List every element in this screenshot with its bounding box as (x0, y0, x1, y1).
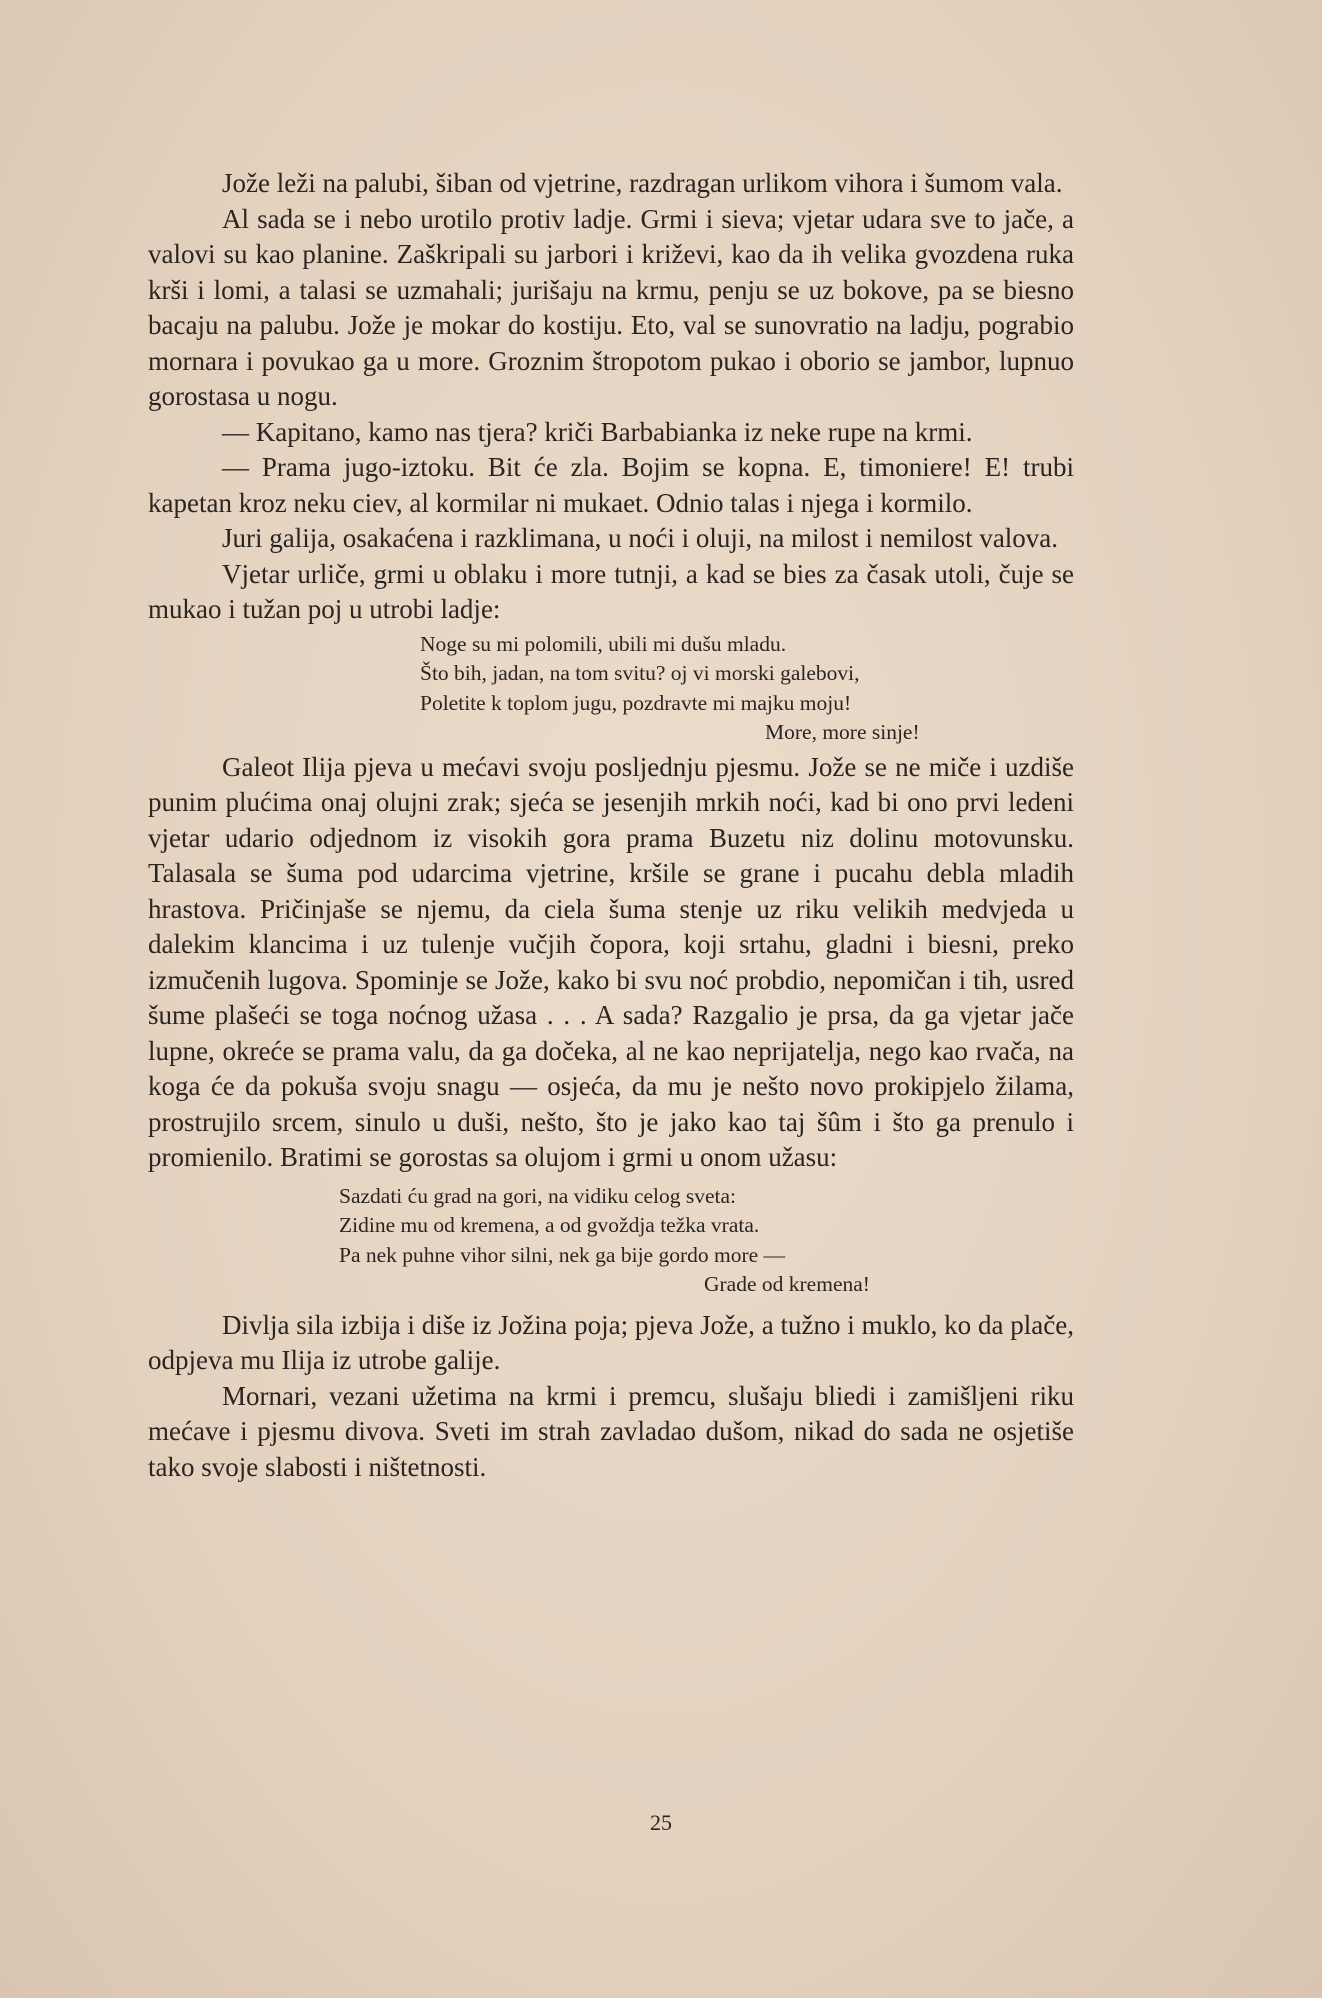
paragraph-1: Jože leži na palubi, šiban od vjetrine, razdragan urlikom vihora i šumom vala. (222, 168, 1063, 198)
verse-line: Što bih, jadan, na tom svitu? oj vi morski galebovi, (420, 661, 860, 685)
paragraph-2: Al sada se i nebo urotilo protiv ladje. Grmi i sieva; vjetar udara sve to jače, a valovi su kao planine. Zaškripali su jarbori i križevi, kao da ih velika gvozdena ruka krši i lomi, a talasi se uzmahali; jurišaju na krmu, penju se uz bokove, pa se biesno bacaju na palubu. Jože je mokar do kostiju. Eto, val se sunovratio na ladju, pograbio mornara i povukao ga u more. Groznim štropotom pukao i oborio se jambor, lupnuo gorostasa u nogu. (148, 203, 1074, 411)
song-joze (148, 1182, 1074, 1300)
paragraph-3: Juri galija, osakaćena i razklimana, u noći i oluji, na milost i nemilost valova. (222, 523, 1059, 553)
page-body (148, 166, 1074, 1485)
paragraph-7: Mornari, vezani užetima na krmi i premcu, slušaju bliedi i zamišljeni riku mećave i pjesmu divova. Sveti im strah zavladao dušom, nikad do sada ne osjetiše tako svoje slabosti i ništetnosti. (148, 1380, 1074, 1482)
page-number: 25 (650, 1810, 672, 1835)
paragraph-4: Vjetar urliče, grmi u oblaku i more tutnji, a kad se bies za časak utoli, čuje se mukao i tužan poj u utrobi ladje: (148, 558, 1074, 624)
verse-refrain: Grade od kremena! (704, 1272, 870, 1296)
paragraph-6: Divlja sila izbija i diše iz Jožina poja; pjeva Jože, a tužno i muklo, ko da plače, odpjeva mu Ilija iz utrobe galije. (148, 1309, 1074, 1375)
paragraph-5: Galeot Ilija pjeva u mećavi svoju posljednju pjesmu. Jože se ne miče i uzdiše punim plućima onaj olujni zrak; sjeća se jesenjih mrkih noći, kad bi ono prvi ledeni vjetar udario odjednom iz visokih gora prama Buzetu niz dolinu motovunsku. Talasala se šuma pod udarcima vjetrine, kršile se grane i pucahu debla mladih hrastova. Pričinjaše se njemu, da ciela šuma stenje uz riku velikih medvjeda u dalekim klancima i uz tulenje vučjih čopora, koji srtahu, gladni i biesni, preko izmučenih lugova. Spominje se Jože, kako bi svu noć probdio, nepomičan i tih, usred šume plašeći se toga noćnog užasa . . . A sada? Razgalio je prsa, da ga vjetar jače lupne, okreće se prama valu, da ga dočeka, al ne kao neprijatelja, nego kao rvača, na koga će da pokuša svoju snagu — osjeća, da mu je nešto novo prokipjelo žilama, prostrujilo srcem, sinulo u duši, nešto, što je jako kao taj šûm i što ga prenulo i promienilo. Bratimi se gorostas sa olujom i grmi u onom užasu: (148, 751, 1074, 1172)
verse-line: Poletite k toplom jugu, pozdravte mi majku moju! (420, 690, 852, 715)
song-ilija (148, 630, 1074, 748)
verse-refrain: More, more sinje! (765, 720, 920, 744)
verse-line: Zidine mu od kremena, a od gvoždja težka vrata. (339, 1213, 760, 1237)
dialogue-paragraph-2: — Prama jugo-iztoku. Bit će zla. Bojim se kopna. E, timoniere! E! trubi kapetan kroz neku ciev, al kormilar ni mukaet. Odnio talas i njega i kormilo. (148, 452, 1074, 518)
dialogue-paragraph-1: — Kapitano, kamo nas tjera? kriči Barbabianka iz neke rupe na krmi. (222, 416, 973, 447)
verse-line: Sazdati ću grad na gori, na vidiku celog sveta: (339, 1183, 737, 1208)
verse-line: Noge su mi polomili, ubili mi dušu mladu. (420, 631, 787, 656)
verse-line: Pa nek puhne vihor silni, nek ga bije gordo more — (339, 1242, 786, 1267)
